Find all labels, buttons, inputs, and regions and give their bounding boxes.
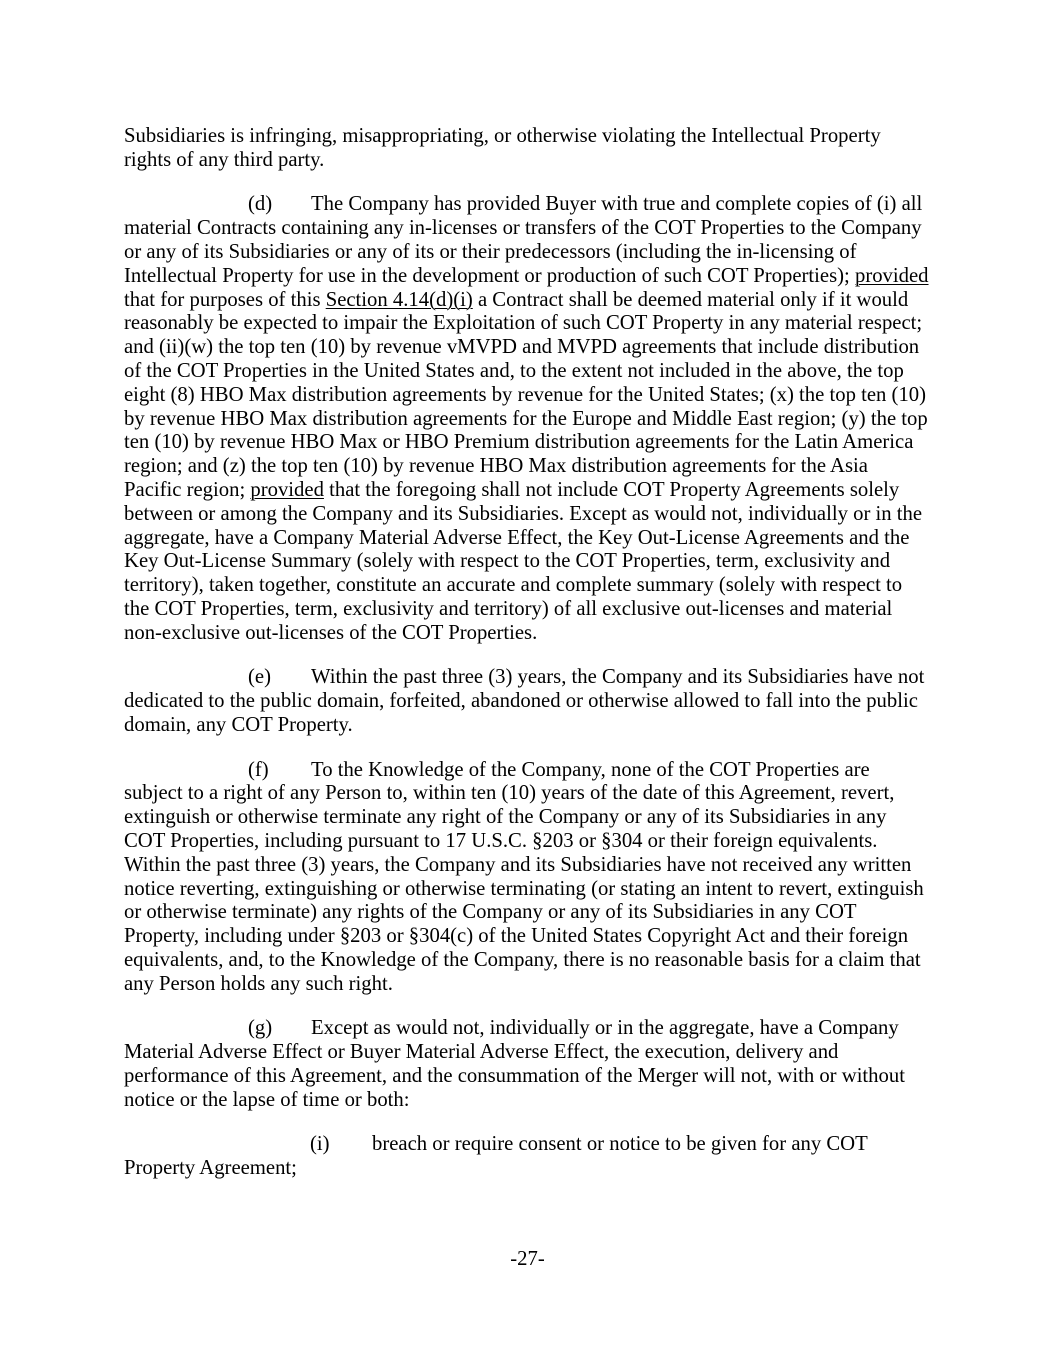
text-line: the COT Properties, term, exclusivity and territory) of all exclusive out-licenses and material: [124, 597, 893, 620]
continued-paragraph: [124, 125, 931, 173]
text-line: Within the past three (3) years, the Company and its Subsidiaries have not received any written: [124, 853, 912, 876]
text-segment: Intellectual Property for use in the development or production of such COT Properties);: [124, 264, 855, 287]
text-line: Property Agreement;: [124, 1157, 297, 1180]
text-line: domain, any COT Property.: [124, 713, 353, 736]
subsection-e: [124, 666, 931, 737]
text-line: Property, including under §203 or §304(c) of the United States Copyright Act and their foreign: [124, 925, 909, 948]
text-line: Subsidiaries is infringing, misappropriating, or otherwise violating the Intellectual Property: [124, 125, 881, 147]
text-line: performance of this Agreement, and the consummation of the Merger will not, with or without: [124, 1064, 905, 1087]
underlined-term: Section 4.14(d)(i): [325, 288, 473, 311]
subsection-d: [124, 193, 931, 645]
text-line: region; and (z) the top ten (10) by revenue HBO Max distribution agreements for the Asia: [124, 455, 868, 478]
text-line: dedicated to the public domain, forfeited, abandoned or otherwise allowed to fall into the public: [124, 690, 918, 713]
text-line: The Company has provided Buyer with true and complete copies of (i) all: [311, 193, 923, 216]
text-line: Within the past three (3) years, the Company and its Subsidiaries have not: [311, 666, 925, 689]
text-line: Material Adverse Effect or Buyer Material Adverse Effect, the execution, delivery and: [124, 1041, 839, 1064]
text-line: ten (10) by revenue HBO Max or HBO Premium distribution agreements for the Latin America: [124, 431, 914, 454]
text-line: rights of any third party.: [124, 148, 325, 171]
text-line: [124, 479, 931, 503]
text-line: non-exclusive out-licenses of the COT Properties.: [124, 621, 538, 644]
text-line: notice or the lapse of time or both:: [124, 1088, 410, 1111]
subsection-g: [124, 1017, 931, 1112]
text-line: equivalents, and, to the Knowledge of the Company, there is no reasonable basis for a claim that: [124, 948, 921, 971]
subsection-label: (f): [248, 758, 269, 781]
text-segment: Pacific region;: [124, 478, 251, 501]
text-line: any Person holds any such right.: [124, 972, 393, 995]
text-line: of the COT Properties in the United States and, to the extent not included in the above, the top: [124, 359, 904, 382]
subsection-label: (g): [248, 1017, 273, 1040]
underlined-term: provided: [854, 264, 929, 287]
text-line: Key Out-License Summary (solely with respect to the COT Properties, term, exclusivity and: [124, 550, 891, 573]
text-line: material Contracts containing any in-licenses or transfers of the COT Properties to the Company: [124, 217, 922, 240]
text-line: and (ii)(w) the top ten (10) by revenue vMVPD and MVPD agreements that include distribution: [124, 336, 920, 359]
subsection-f: [124, 759, 931, 997]
text-line: extinguish or otherwise terminate any right of the Company or any of its Subsidiaries in any: [124, 806, 887, 829]
text-line: notice reverting, extinguishing or otherwise terminating (or stating an intent to revert, extinguish: [124, 877, 924, 900]
text-line: territory), taken together, constitute an accurate and complete summary (solely with respect to: [124, 574, 903, 597]
text-line: COT Properties, including pursuant to 17 U.S.C. §203 or §304 or their foreign equivalents.: [124, 829, 878, 852]
text-line: eight (8) HBO Max distribution agreements by revenue for the United States; (x) the top ten (10): [124, 383, 927, 406]
text-segment: that the foregoing shall not include COT Property Agreements solely: [323, 478, 900, 501]
underlined-term: provided: [250, 478, 324, 501]
text-line: subject to a right of any Person to, within ten (10) years of the date of this Agreement, revert,: [124, 782, 895, 805]
text-line: Except as would not, individually or in the aggregate, have a Company: [311, 1017, 899, 1040]
text-line: by revenue HBO Max distribution agreements for the Europe and Middle East region; (y) the top: [124, 407, 928, 430]
page-number: -27-: [510, 1248, 545, 1270]
text-line: [124, 289, 931, 313]
subsection-label: (d): [248, 193, 273, 216]
text-line: breach or require consent or notice to be given for any COT: [372, 1133, 868, 1156]
text-line: or any of its Subsidiaries or any of its or their predecessors (including the in-licensing of: [124, 240, 857, 263]
text-segment: a Contract shall be deemed material only if it would: [472, 288, 909, 311]
subsection-label: (i): [310, 1133, 330, 1156]
text-line: reasonably be expected to impair the Exploitation of such COT Property in any material respect;: [124, 312, 923, 335]
text-line: To the Knowledge of the Company, none of the COT Properties are: [311, 758, 870, 781]
clause-i: [124, 1133, 931, 1181]
text-line: between or among the Company and its Subsidiaries. Except as would not, individually or in the: [124, 502, 923, 525]
text-line: aggregate, have a Company Material Adverse Effect, the Key Out-License Agreements and the: [124, 526, 910, 549]
text-segment: that for purposes of this: [124, 288, 326, 311]
text-line: [124, 265, 931, 289]
text-line: or otherwise terminate) any rights of the Company or any of its Subsidiaries in any COT: [124, 901, 857, 924]
subsection-label: (e): [248, 666, 271, 689]
page-body: [124, 125, 931, 1181]
